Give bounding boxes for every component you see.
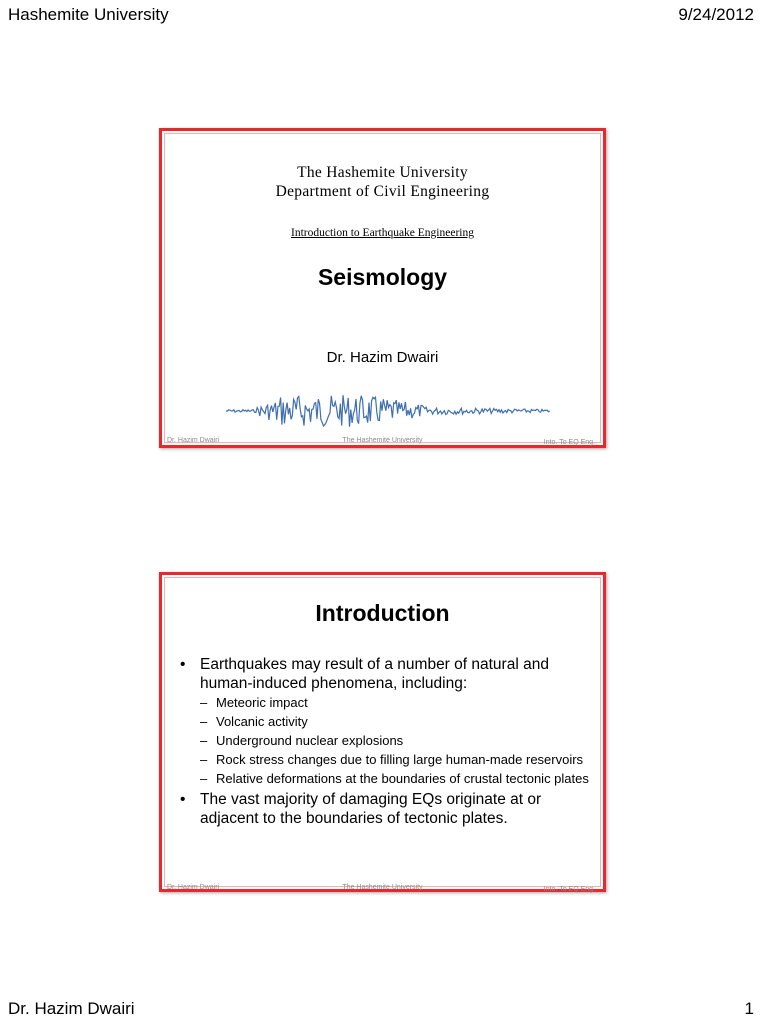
slide-footer-right: Into. To EQ Eng.	[543, 886, 595, 893]
slide-footer-right: Into. To EQ Eng.	[543, 439, 595, 446]
sub-bullet-item: – Relative deformations at the boundaries of crustal tectonic plates	[178, 771, 593, 787]
slide-title-heading: Seismology	[317, 264, 448, 290]
sub-bullet-item: – Meteoric impact	[178, 695, 593, 711]
slide-introduction-body	[178, 655, 593, 830]
seismogram-graphic	[226, 389, 556, 429]
page-header-date: 9/24/2012	[678, 5, 754, 24]
slide-introduction-heading: Introduction	[315, 600, 450, 626]
sub-bullet-item: – Underground nuclear explosions	[178, 733, 593, 749]
slide-footer-left: Dr. Hazim Dwairi	[167, 437, 220, 444]
slide-title	[159, 128, 606, 448]
page-header-left: Hashemite University	[8, 5, 169, 24]
sub-bullet-item: – Rock stress changes due to filling large human-made reservoirs	[178, 752, 593, 768]
slide-department-name: Department of Civil Engineering	[275, 183, 490, 200]
slide-university-name: The Hashemite University	[297, 164, 468, 181]
slide-footer-center: The Hashemite University	[342, 884, 423, 891]
bullet-item: • Earthquakes may result of a number of natural and human-induced phenomena, including:	[178, 655, 593, 693]
slide-course-name: Introduction to Earthquake Engineering	[291, 227, 474, 239]
sub-bullet-item: – Volcanic activity	[178, 714, 593, 730]
slide-footer-left: Dr. Hazim Dwairi	[167, 884, 220, 891]
page-number: 1	[744, 999, 754, 1018]
bullet-item: • The vast majority of damaging EQs originate at or adjacent to the boundaries of tectonic plates.	[178, 790, 593, 828]
slide-author: Dr. Hazim Dwairi	[326, 349, 439, 366]
slide-introduction	[159, 572, 606, 892]
slide-footer-center: The Hashemite University	[342, 437, 423, 444]
page-footer-author: Dr. Hazim Dwairi	[8, 999, 135, 1018]
